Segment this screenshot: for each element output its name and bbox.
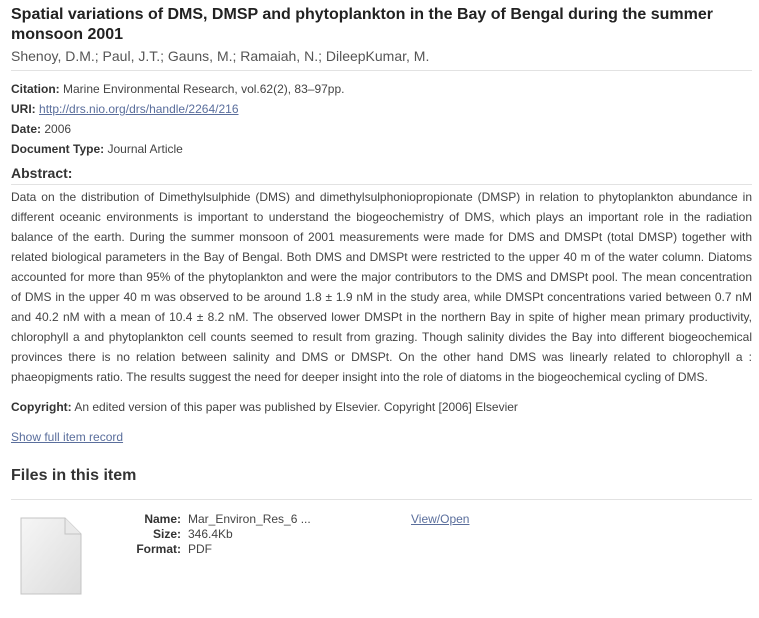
files-divider	[11, 499, 752, 500]
file-name-label: Name:	[144, 512, 181, 527]
document-type-label: Document Type:	[11, 142, 105, 156]
uri-row	[11, 99, 752, 119]
citation-row	[11, 79, 752, 99]
item-authors: Shenoy, D.M.; Paul, J.T.; Gauns, M.; Ramaiah, N.; DileepKumar, M.	[11, 48, 430, 64]
full-record-container	[11, 427, 752, 447]
abstract-heading: Abstract:	[11, 165, 73, 181]
item-metadata	[11, 79, 752, 159]
file-metadata	[111, 512, 311, 557]
copyright-value: An edited version of this paper was published by Elsevier. Copyright [2006] Elsevier	[74, 400, 518, 414]
date-label: Date:	[11, 122, 42, 136]
show-full-record-link[interactable]: Show full item record	[11, 430, 124, 444]
file-item	[11, 512, 752, 612]
item-title: Spatial variations of DMS, DMSP and phytoplankton in the Bay of Bengal during the summer monsoon 2001	[11, 6, 714, 43]
file-name-value: Mar_Environ_Res_6 ...	[188, 512, 311, 527]
date-row	[11, 119, 752, 139]
abstract-text: Data on the distribution of Dimethylsulphide (DMS) and dimethylsulphoniopropionate (DMSP) in relation to phytoplankton abundance in different oceanic environments is important to understand the biogeochemistry of DMS, which plays an important role in the radiation balance of the earth. During the summer monsoon of 2001 measurements were made for DMS and DMSPt (total DMSP) together with related biological parameters in the Bay of Bengal. Both DMS and DMSPt were restricted to the upper 40 m of the water column. Diatoms accounted for more than 95% of the phytoplankton and were the major contributors to the DMS and DMSPt pool. The mean concentration of DMS in the upper 40 m was observed to be around 1.8 ± 1.9 nM in the study area, while DMSPt concentrations varied between 0.7 nM and 40.2 nM with a mean of 10.4 ± 8.2 nM. The observed lower DMSPt in the northern Bay in spite of higher mean primary productivity, chlorophyll a and phytoplankton cell counts seemed to result from grazing. Though salinity divides the Bay into different biogeochemical provinces there is no relation between salinity and DMS or DMSPt. On the other hand DMS was linearly related to chlorophyll a : phaeopigments ratio. The results suggest the need for deeper insight into the role of diatoms in the biogeochemical cycling of DMS.	[11, 190, 752, 384]
copyright-label: Copyright:	[11, 400, 72, 414]
date-value: 2006	[44, 122, 72, 136]
file-thumbnail-graphic	[19, 516, 83, 596]
copyright-row	[11, 397, 752, 417]
file-size-label: Size:	[152, 527, 181, 542]
abstract-divider	[11, 184, 752, 185]
file-document-icon[interactable]	[19, 516, 83, 596]
file-size-value: 346.4Kb	[188, 527, 233, 542]
citation-label: Citation:	[11, 82, 60, 96]
file-format-row	[111, 542, 311, 557]
file-format-value: PDF	[188, 542, 212, 557]
files-heading: Files in this item	[11, 467, 137, 484]
citation-value: Marine Environmental Research, vol.62(2), 83–97pp.	[63, 82, 345, 96]
file-name-row	[111, 512, 311, 527]
item-view-page	[11, 5, 752, 612]
file-view-container	[411, 512, 469, 527]
document-type-value: Journal Article	[107, 142, 183, 156]
title-divider	[11, 70, 752, 71]
uri-label: URI:	[11, 102, 36, 116]
uri-link[interactable]: http://drs.nio.org/drs/handle/2264/216	[39, 102, 239, 116]
view-open-link[interactable]: View/Open	[411, 512, 470, 527]
file-size-row	[111, 527, 311, 542]
file-format-label: Format:	[136, 542, 181, 557]
document-type-row	[11, 139, 752, 159]
